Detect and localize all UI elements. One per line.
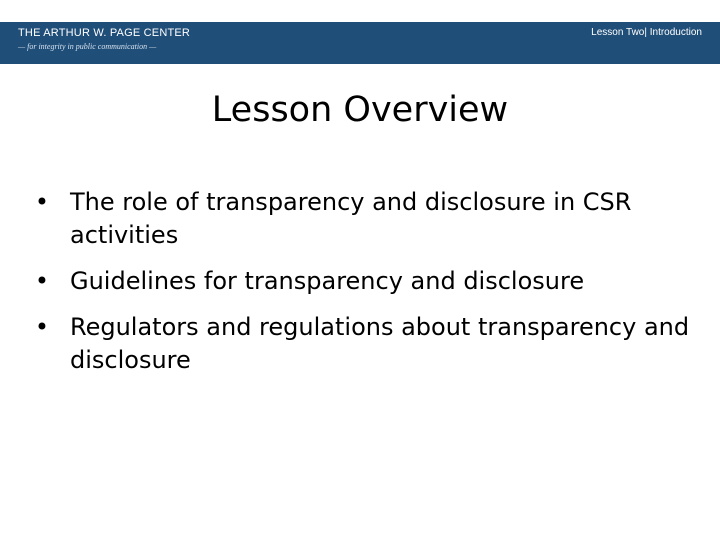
logo-tagline: — for integrity in public communication —: [18, 42, 157, 51]
bullet-list: [32, 186, 692, 390]
bullet-item: [32, 265, 692, 298]
logo-title: THE ARTHUR W. PAGE CENTER: [18, 27, 191, 39]
lesson-label: Lesson Two| Introduction: [591, 27, 702, 38]
page-center-logo: [18, 28, 190, 51]
slide-title: Lesson Overview: [211, 90, 509, 130]
bullet-icon: •: [34, 267, 50, 295]
header-bar: [0, 22, 720, 64]
bullet-text: Guidelines for transparency and disclosure: [70, 267, 585, 295]
bullet-text: The role of transparency and disclosure in CSR activities: [70, 188, 632, 249]
bullet-item: [32, 186, 692, 252]
bullet-icon: •: [34, 188, 50, 216]
bullet-item: [32, 311, 692, 377]
bullet-text: Regulators and regulations about transparency and disclosure: [70, 313, 690, 374]
bullet-icon: •: [34, 313, 50, 341]
